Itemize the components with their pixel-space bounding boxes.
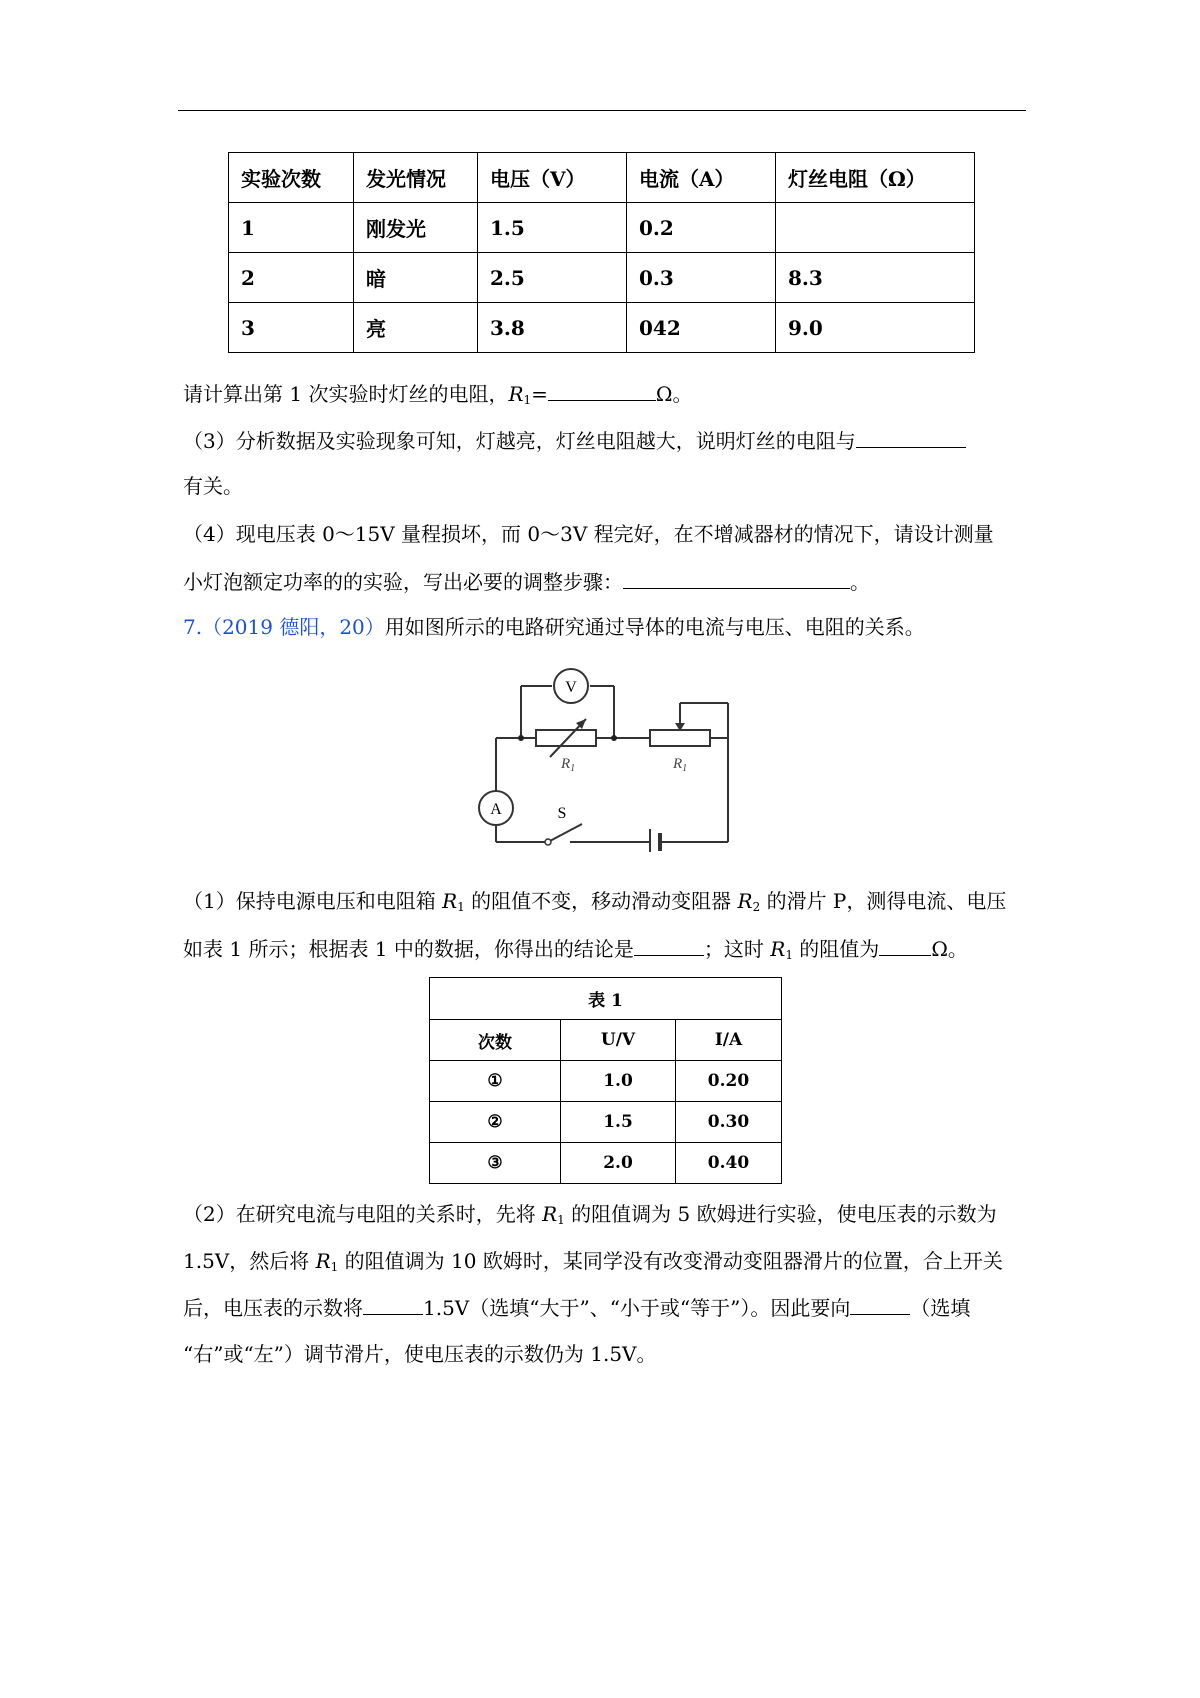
table-cell: 9.0: [776, 303, 975, 353]
table-cell: 0.20: [676, 1061, 782, 1102]
table-header-cell: U/V: [561, 1020, 676, 1061]
question-3-line1: [183, 425, 966, 456]
variable-r: R: [442, 889, 458, 913]
table-header-cell: 电压（V）: [478, 153, 627, 203]
subscript: 1: [330, 1260, 339, 1274]
resistor-label-left: $R_1$: [561, 756, 576, 774]
answer-blank[interactable]: [634, 933, 704, 956]
text-segment: （2）在研究电流与电阻的关系时，先将: [183, 1202, 543, 1226]
text-segment: 。: [850, 570, 870, 594]
table-cell: 0.40: [676, 1143, 782, 1184]
answer-blank[interactable]: [850, 1292, 910, 1315]
table-cell: 3: [229, 303, 354, 353]
text-segment: 1.5V（选填“大于”、“小于或“等于”）。因此要向: [423, 1296, 851, 1320]
question-resistance-line: [183, 378, 693, 415]
table-header-cell: 电流（A）: [627, 153, 776, 203]
table-title-row: [430, 978, 782, 1020]
part-2-line4: [183, 1339, 657, 1369]
experiment-table: [228, 152, 975, 353]
table-cell: 0.3: [627, 253, 776, 303]
ammeter-label: A: [490, 801, 502, 818]
table-cell: 1.0: [561, 1061, 676, 1102]
question-4-line2: [183, 566, 870, 597]
table-cell: 2.5: [478, 253, 627, 303]
table-cell: 暗: [354, 253, 478, 303]
text-segment: 的阻值调为 10 欧姆时，某同学没有改变滑动变阻器滑片的位置，合上开关: [338, 1249, 1003, 1273]
subscript: 1: [523, 393, 532, 407]
table-row: [430, 1102, 782, 1143]
table-header-cell: I/A: [676, 1020, 782, 1061]
text-segment: 请计算出第 1 次实验时灯丝的电阻，: [183, 382, 509, 406]
part-2-line3: [183, 1292, 970, 1323]
table-cell: 3.8: [478, 303, 627, 353]
question-number: 7.（2019 德阳，20）: [183, 615, 385, 639]
table-cell: 1.5: [561, 1102, 676, 1143]
table-cell: 亮: [354, 303, 478, 353]
question-3-line2: [183, 471, 243, 501]
subscript: 1: [557, 1213, 565, 1227]
table-cell: 刚发光: [354, 203, 478, 253]
table-cell: 0.30: [676, 1102, 782, 1143]
text-segment: 的阻值调为 5 欧姆进行实验，使电压表的示数为: [564, 1202, 997, 1226]
table-cell: ③: [430, 1143, 561, 1184]
text-segment: （1）保持电源电压和电阻箱: [183, 889, 443, 913]
table-cell: [776, 203, 975, 253]
text-segment: 1.5V，然后将: [183, 1249, 316, 1273]
text-segment: 后，电压表的示数将: [183, 1296, 363, 1320]
part-2-line1: [183, 1199, 997, 1235]
switch-label: S: [557, 805, 567, 822]
header-rule: [178, 110, 1026, 111]
variable-r: R: [508, 382, 524, 406]
text-segment: 如表 1 所示；根据表 1 中的数据，你得出的结论是: [183, 937, 634, 961]
variable-r: R: [770, 937, 786, 961]
table-header-cell: 灯丝电阻（Ω）: [776, 153, 975, 203]
text-segment: （3）分析数据及实验现象可知，灯越亮，灯丝电阻越大，说明灯丝的电阻与: [183, 429, 856, 453]
circuit-diagram: [450, 667, 740, 852]
variable-r: R: [737, 889, 753, 913]
table-row: [229, 203, 975, 253]
table-cell: ①: [430, 1061, 561, 1102]
text-segment: “右”或“左”）调节滑片，使电压表的示数仍为 1.5V。: [183, 1342, 657, 1366]
variable-r: R: [542, 1202, 558, 1226]
text-segment: 小灯泡额定功率的的实验，写出必要的调整步骤：: [183, 570, 623, 594]
table-header-cell: 次数: [430, 1020, 561, 1061]
resistor-label-right: $R_1$: [673, 756, 688, 774]
variable-r: R: [315, 1249, 331, 1273]
voltmeter-label: V: [565, 679, 577, 696]
table-header-row: [430, 1020, 782, 1061]
junction-dot-icon: [611, 735, 617, 741]
text-segment: 的滑片 P，测得电流、电压: [760, 889, 1007, 913]
table-row: [430, 1143, 782, 1184]
table-row: [229, 253, 975, 303]
answer-blank[interactable]: [879, 933, 931, 956]
text-segment: =: [531, 382, 548, 406]
resistor-box-icon: [536, 730, 596, 746]
table-cell: 8.3: [776, 253, 975, 303]
subscript: 1: [785, 948, 793, 962]
table-cell: 2: [229, 253, 354, 303]
table-title: 表 1: [430, 978, 782, 1020]
answer-blank[interactable]: [548, 378, 656, 401]
rheostat-icon: [650, 730, 710, 746]
subscript: 2: [752, 900, 761, 914]
table-header-cell: 实验次数: [229, 153, 354, 203]
text-segment: 的阻值不变，移动滑动变阻器: [464, 889, 738, 913]
table-cell: 1: [229, 203, 354, 253]
junction-dot-icon: [518, 735, 524, 741]
table-row: [430, 1061, 782, 1102]
answer-blank[interactable]: [623, 566, 850, 589]
part-1-line2: [183, 933, 968, 970]
question-7-heading: [183, 612, 925, 642]
table-header-row: [229, 153, 975, 203]
answer-blank[interactable]: [856, 425, 966, 448]
text-segment: （选填: [910, 1296, 971, 1320]
switch-contact-icon: [545, 839, 551, 845]
subscript: 1: [457, 900, 465, 914]
table-cell: 042: [627, 303, 776, 353]
text-segment: （4）现电压表 0～15V 量程损坏，而 0～3V 程完好，在不增减器材的情况下，请设计测量: [183, 522, 994, 546]
table-cell: 2.0: [561, 1143, 676, 1184]
table-cell: 0.2: [627, 203, 776, 253]
text-segment: 用如图所示的电路研究通过导体的电流与电压、电阻的关系。: [384, 615, 925, 639]
part-1-line1: [183, 886, 1006, 922]
table-header-cell: 发光情况: [354, 153, 478, 203]
text-segment: Ω。: [931, 937, 968, 961]
part-2-line2: [183, 1246, 1003, 1282]
text-segment: Ω。: [655, 382, 693, 406]
text-segment: ；这时: [703, 937, 771, 961]
table-row: [229, 303, 975, 353]
text-segment: 有关。: [183, 474, 243, 498]
data-table-1: [429, 977, 782, 1184]
text-segment: 的阻值为: [792, 937, 880, 961]
table-cell: 1.5: [478, 203, 627, 253]
answer-blank[interactable]: [363, 1292, 423, 1315]
question-4-line1: [183, 519, 994, 549]
table-cell: ②: [430, 1102, 561, 1143]
